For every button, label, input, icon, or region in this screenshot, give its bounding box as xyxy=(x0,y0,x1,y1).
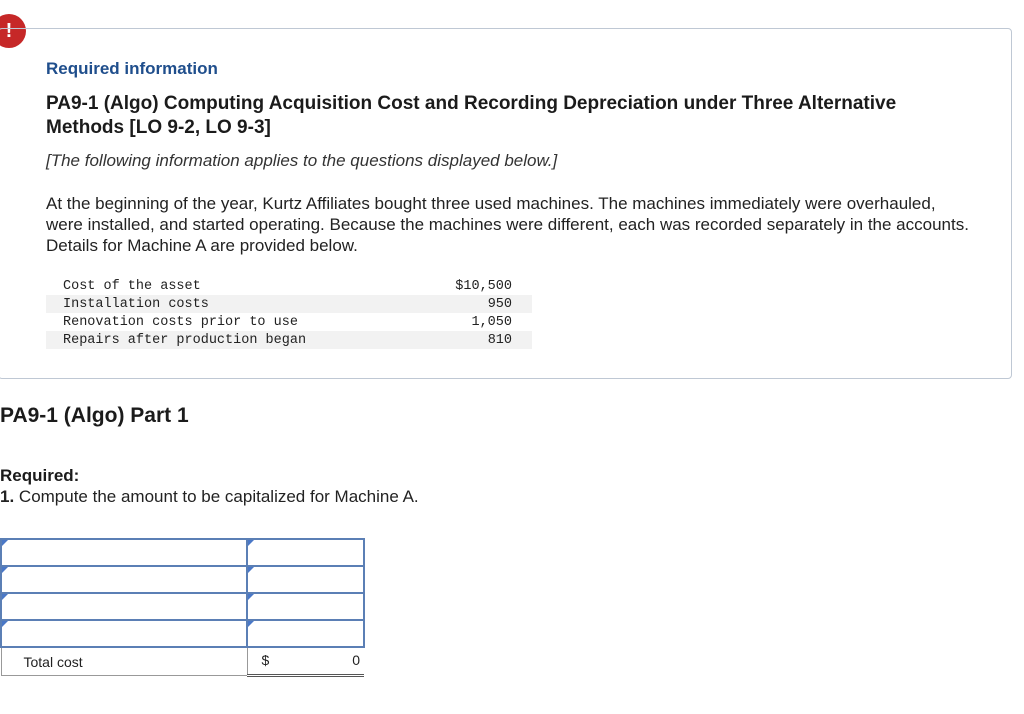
answer-row xyxy=(1,593,364,620)
cost-label: Repairs after production began xyxy=(46,331,434,349)
cost-label: Cost of the asset xyxy=(63,278,201,294)
question-number: 1. xyxy=(0,487,15,506)
required-information-heading: Required information xyxy=(46,59,218,78)
cost-row xyxy=(46,313,532,331)
cost-item-input[interactable] xyxy=(1,593,247,620)
cost-item-input[interactable] xyxy=(1,539,247,566)
answer-row xyxy=(1,620,364,647)
cost-row xyxy=(46,295,532,313)
required-label: Required: xyxy=(0,466,80,485)
dropdown-marker-icon xyxy=(248,540,254,546)
cost-row xyxy=(46,331,532,349)
problem-description: At the beginning of the year, Kurtz Affiliates bought three used machines. The machines immediately were overhauled, were installed, and started operating. Because the machines were different, each was recorded separately in the accounts. Details for Machine A are provided below. xyxy=(46,194,969,255)
question-body: Compute the amount to be capitalized for Machine A. xyxy=(14,487,419,506)
dropdown-marker-icon xyxy=(2,567,8,573)
cost-item-input[interactable] xyxy=(1,566,247,593)
dropdown-marker-icon xyxy=(248,594,254,600)
cost-details-table xyxy=(46,277,532,349)
total-row xyxy=(1,647,364,676)
answer-table xyxy=(0,538,365,677)
amount-input[interactable] xyxy=(247,566,364,593)
dropdown-marker-icon xyxy=(248,621,254,627)
currency-symbol: $ xyxy=(261,652,270,668)
cost-label: Renovation costs prior to use xyxy=(63,314,298,330)
amount-input[interactable] xyxy=(247,620,364,647)
answer-row xyxy=(1,539,364,566)
problem-title: PA9-1 (Algo) Computing Acquisition Cost and Recording Depreciation under Three Alternative Methods [LO 9-2, LO 9-3] xyxy=(46,93,897,138)
dropdown-marker-icon xyxy=(2,594,8,600)
cost-row xyxy=(46,277,532,295)
amount-input[interactable] xyxy=(247,539,364,566)
cost-value: 810 xyxy=(434,331,532,349)
cost-item-input[interactable] xyxy=(1,620,247,647)
cost-value: 1,050 xyxy=(471,314,512,330)
amount-input[interactable] xyxy=(247,593,364,620)
cost-value: $10,500 xyxy=(455,278,512,294)
total-cost-value: 0 xyxy=(352,652,360,668)
info-note: [The following information applies to the questions displayed below.] xyxy=(46,151,558,170)
cost-label: Installation costs xyxy=(46,295,434,313)
total-cost-cell xyxy=(247,647,364,676)
cost-value: 950 xyxy=(434,295,532,313)
answer-row xyxy=(1,566,364,593)
question-text xyxy=(0,487,419,507)
part-title: PA9-1 (Algo) Part 1 xyxy=(0,404,189,427)
alert-icon: ! xyxy=(0,14,26,48)
dropdown-marker-icon xyxy=(2,540,8,546)
dropdown-marker-icon xyxy=(248,567,254,573)
total-cost-label: Total cost xyxy=(1,647,247,676)
dropdown-marker-icon xyxy=(2,621,8,627)
